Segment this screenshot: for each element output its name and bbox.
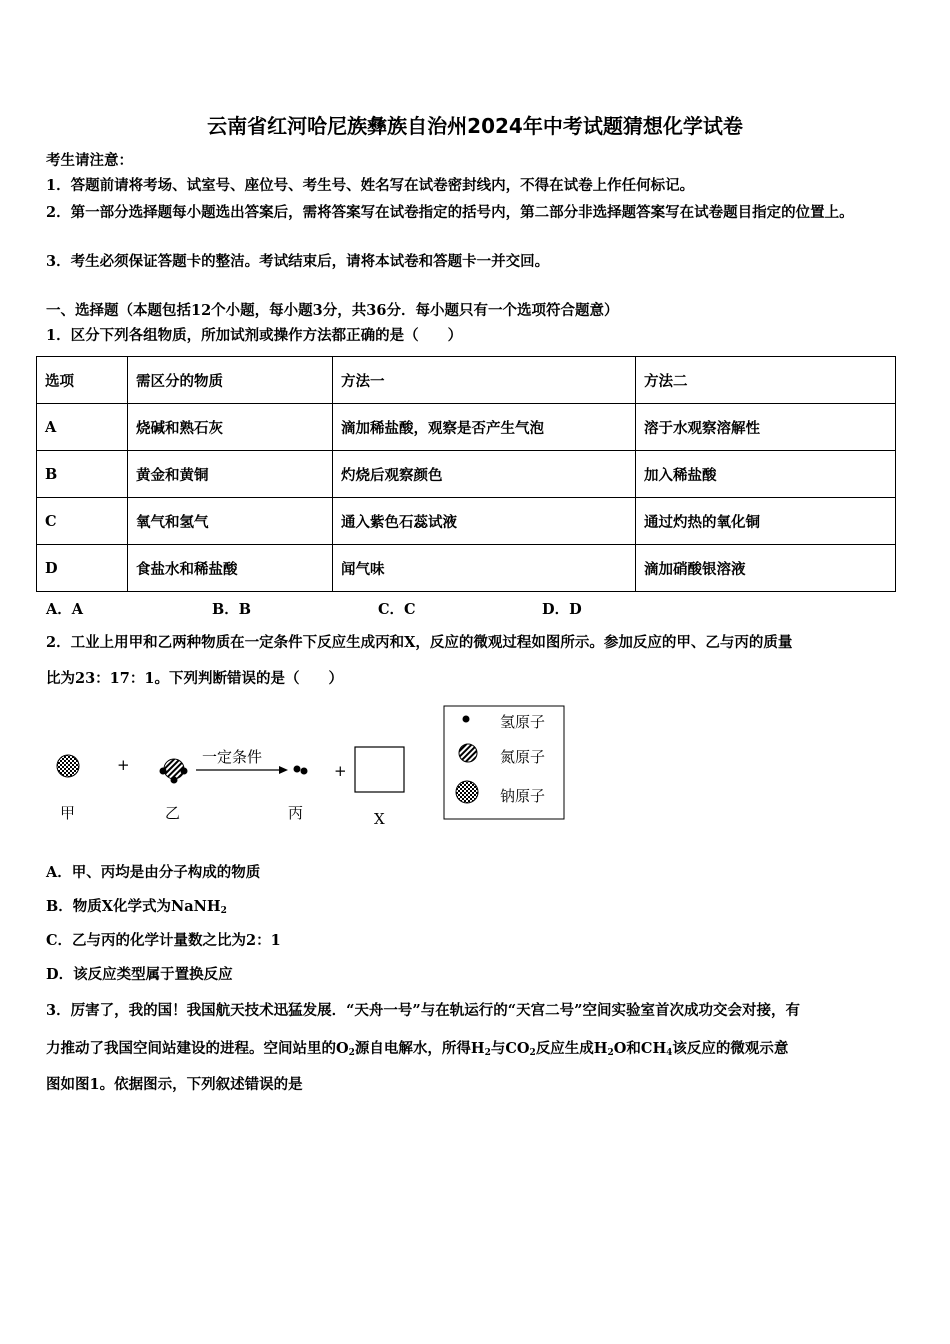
table-row [37,451,896,498]
table-cell: 闻气味 [333,545,636,592]
plus-sign: + [334,762,347,780]
header-cell: 方法二 [636,357,896,404]
q3-line3: 图如图1。依据图示，下列叙述错误的是 [46,1076,303,1093]
reaction-diagram [0,700,950,840]
subscript: 2 [529,1048,536,1058]
header-cell: 需区分的物质 [128,357,333,404]
sodium-atom-icon [57,755,79,777]
table-cell: D [37,545,128,592]
q2-stem-line1: 2．工业上用甲和乙两种物质在一定条件下反应生成丙和X，反应的微观过程如图所示。参加反应的甲、乙与丙的质量 [46,634,793,651]
q3-text: 反应生成H [535,1040,608,1057]
arrow-head-icon [279,766,288,774]
q3-text: 源自电解水，所得H [354,1040,485,1057]
legend-sodium: 钠原子 [500,787,546,805]
reaction-diagram-svg [0,700,950,840]
subscript: 2 [607,1048,614,1058]
hydrogen-atom-icon [294,766,301,773]
hydrogen-atom-icon [181,768,188,775]
q2-option-c[interactable]: C．乙与丙的化学计量数之比为2：1 [46,932,281,949]
label-x: X [374,810,385,828]
table-row [37,498,896,545]
plus-sign: + [117,756,130,774]
table-header-row [37,357,896,404]
q1-option-c[interactable]: C．C [378,601,416,618]
hydrogen-atom-icon [301,768,308,775]
table-cell: 氧气和氢气 [128,498,333,545]
q3-line1: 3．厉害了，我的国！我国航天技术迅猛发展．“天舟一号”与在轨运行的“天宫二号”空间实验室首次成功交会对接，有 [46,1002,800,1019]
unknown-x-box [355,747,404,792]
label-bing: 丙 [288,804,304,822]
subscript: 2 [348,1048,355,1058]
table-cell: 黄金和黄铜 [128,451,333,498]
table-cell: 灼烧后观察颜色 [333,451,636,498]
header-cell: 方法一 [333,357,636,404]
notice-heading: 考生请注意： [46,152,133,169]
hydrogen-atom-icon [160,768,167,775]
q2-stem-line2: 比为23：17：1。下列判断错误的是（ ） [46,670,343,687]
hydrogen-atom-icon [171,777,178,784]
table-cell: 滴加硝酸银溶液 [636,545,896,592]
page-title: 云南省红河哈尼族彝族自治州2024年中考试题猜想化学试卷 [207,114,743,138]
label-yi: 乙 [165,804,181,822]
table-cell: A [37,404,128,451]
section-heading: 一、选择题（本题包括12个小题，每小题3分，共36分．每小题只有一个选项符合题意） [46,302,619,319]
subscript: 4 [666,1048,673,1058]
nitrogen-legend-icon [459,744,477,762]
q1-option-b[interactable]: B．B [212,601,252,618]
q2-option-b-text: B．物质X化学式为NaNH [46,898,221,915]
table-cell: 通入紫色石蕊试液 [333,498,636,545]
q3-text: 力推动了我国空间站建设的进程。空间站里的O [46,1040,349,1057]
table-cell: 通过灼热的氧化铜 [636,498,896,545]
subscript: 2 [484,1048,491,1058]
table-cell: B [37,451,128,498]
table-cell: 滴加稀盐酸，观察是否产生气泡 [333,404,636,451]
label-jia: 甲 [60,804,76,822]
nitrogen-atom-icon [164,759,184,779]
q1-table [36,356,896,592]
table-row [37,545,896,592]
table-cell: 溶于水观察溶解性 [636,404,896,451]
subscript: 2 [220,906,227,916]
notice-item-1: 1．答题前请将考场、试室号、座位号、考生号、姓名写在试卷密封线内，不得在试卷上作任何标记。 [46,177,695,194]
q1-option-d[interactable]: D．D [542,601,582,618]
legend-nitrogen: 氮原子 [500,748,546,766]
reaction-condition: 一定条件 [202,748,263,766]
table-cell: 加入稀盐酸 [636,451,896,498]
q2-option-a[interactable]: A．甲、丙均是由分子构成的物质 [46,864,261,881]
legend-hydrogen: 氢原子 [500,713,546,731]
table-cell: 食盐水和稀盐酸 [128,545,333,592]
q3-text: 该反应的微观示意 [672,1040,789,1057]
notice-item-2: 2．第一部分选择题每小题选出答案后，需将答案写在试卷指定的括号内，第二部分非选择题答案写在试卷题目指定的位置上。 [46,204,854,221]
table-row [37,404,896,451]
sodium-legend-icon [456,781,478,803]
q2-option-b[interactable] [46,896,912,922]
q3-line2 [46,1032,912,1070]
q3-text: 与CO [490,1040,530,1057]
hydrogen-legend-icon [463,716,470,723]
notice-item-3: 3．考生必须保证答题卡的整洁。考试结束后，请将本试卷和答题卡一并交回。 [46,253,550,270]
q3-text: O和CH [613,1040,667,1057]
header-cell: 选项 [37,357,128,404]
q2-option-d[interactable]: D．该反应类型属于置换反应 [46,966,233,983]
table-cell: C [37,498,128,545]
q1-option-a[interactable]: A．A [46,601,84,618]
q1-stem: 1．区分下列各组物质，所加试剂或操作方法都正确的是（ ） [46,327,463,344]
table-cell: 烧碱和熟石灰 [128,404,333,451]
